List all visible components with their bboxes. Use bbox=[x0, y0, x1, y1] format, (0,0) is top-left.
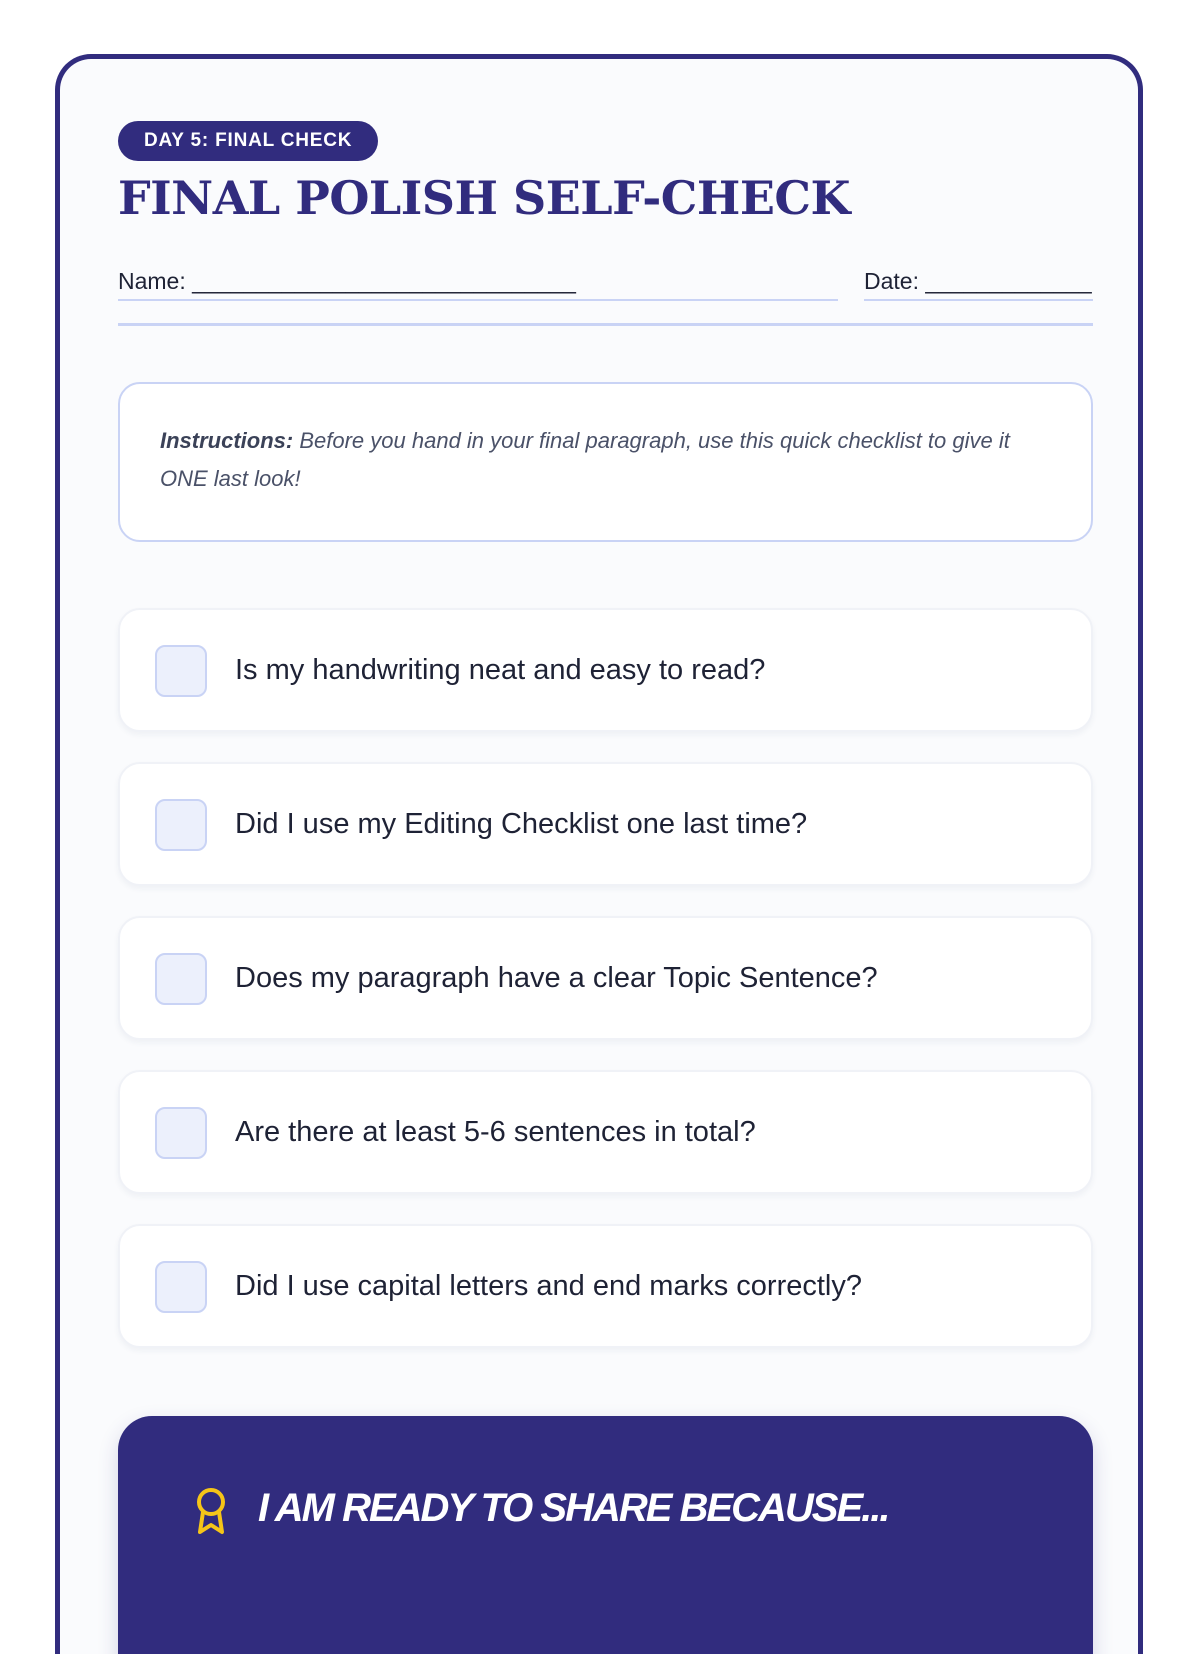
header-divider bbox=[118, 323, 1093, 326]
date-field[interactable]: Date: _____________ bbox=[864, 263, 1093, 301]
checklist-item[interactable] bbox=[118, 1070, 1093, 1194]
checklist-item[interactable] bbox=[118, 916, 1093, 1040]
checklist-item[interactable] bbox=[118, 762, 1093, 886]
ready-to-share-panel bbox=[118, 1416, 1093, 1654]
page-title: FINAL POLISH SELF-CHECK bbox=[118, 171, 851, 225]
checklist-item[interactable] bbox=[118, 608, 1093, 732]
checklist-item[interactable] bbox=[118, 1224, 1093, 1348]
worksheet-card bbox=[55, 54, 1143, 1654]
checklist-item-label: Did I use capital letters and end marks correctly? bbox=[235, 1270, 862, 1302]
checkbox[interactable] bbox=[155, 799, 207, 851]
ready-title: I AM READY TO SHARE BECAUSE... bbox=[258, 1486, 889, 1530]
checkbox[interactable] bbox=[155, 1107, 207, 1159]
instructions-lead: Instructions: bbox=[160, 428, 294, 453]
award-ribbon-icon bbox=[193, 1486, 229, 1536]
checkbox[interactable] bbox=[155, 645, 207, 697]
checklist-item-label: Is my handwriting neat and easy to read? bbox=[235, 654, 766, 686]
name-field[interactable]: Name: ______________________________ bbox=[118, 263, 838, 301]
checklist-item-label: Are there at least 5-6 sentences in total? bbox=[235, 1116, 756, 1148]
checklist bbox=[118, 608, 1093, 1378]
checkbox[interactable] bbox=[155, 953, 207, 1005]
checklist-item-label: Did I use my Editing Checklist one last time? bbox=[235, 808, 808, 840]
day-badge: DAY 5: FINAL CHECK bbox=[118, 121, 378, 161]
instructions-text: Before you hand in your final paragraph, use this quick checklist to give it ONE last look! bbox=[160, 428, 1010, 491]
checklist-item-label: Does my paragraph have a clear Topic Sentence? bbox=[235, 962, 878, 994]
instructions-box bbox=[118, 382, 1093, 542]
checkbox[interactable] bbox=[155, 1261, 207, 1313]
